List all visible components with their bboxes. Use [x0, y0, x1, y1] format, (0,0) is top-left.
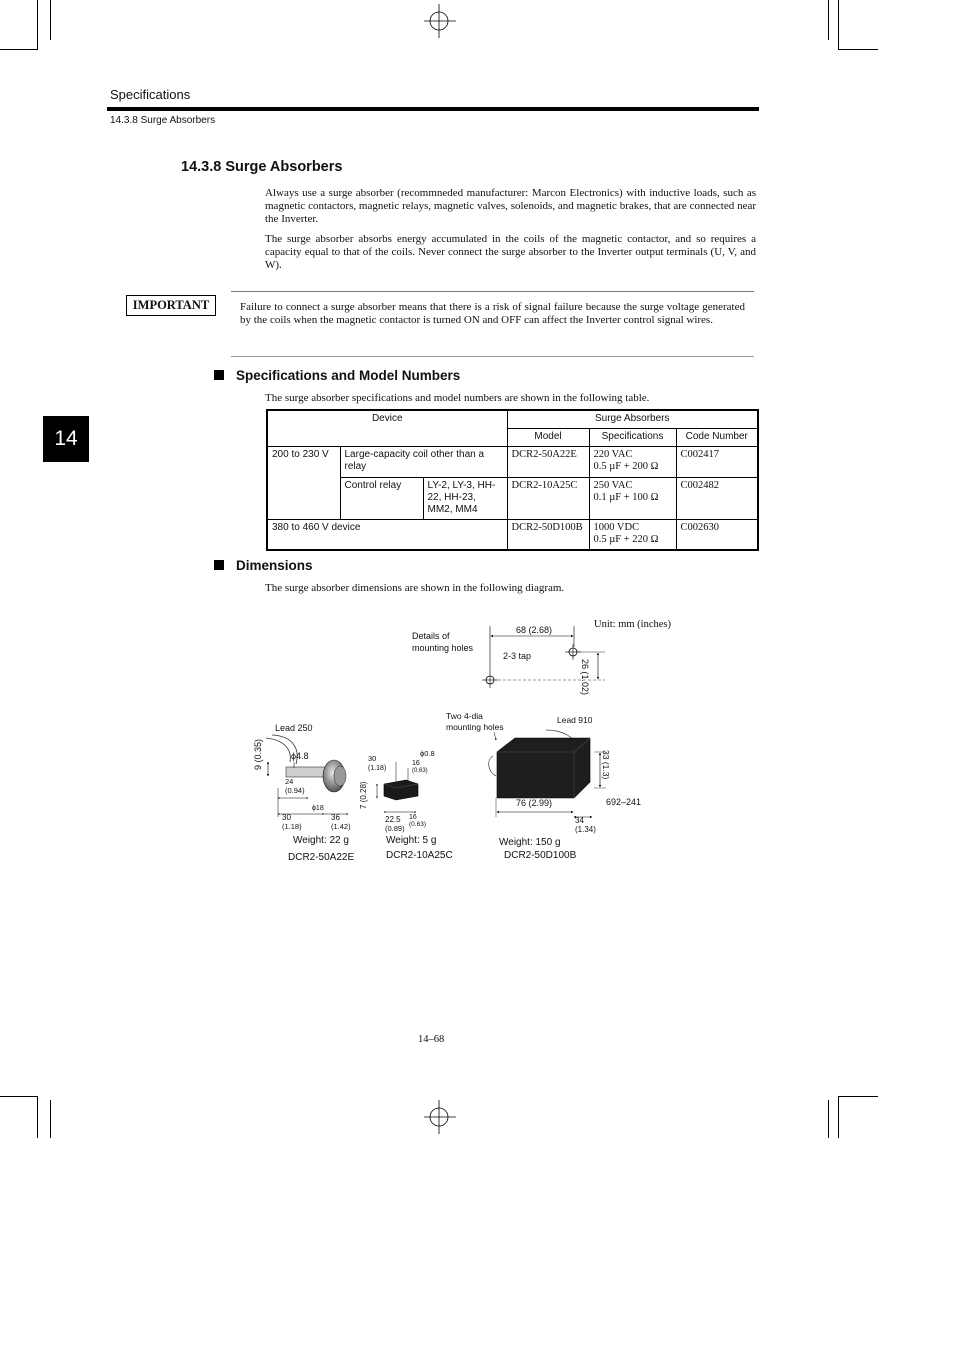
- crop-mark: [838, 1096, 839, 1138]
- lead-250-label: Lead 250: [275, 723, 313, 733]
- important-text: Failure to connect a surge absorber means that there is a risk of signal failure because the surge voltage generated by the coils when the magnetic contactor is turned ON and OFF can affect the Inverter control signal wires.: [240, 301, 745, 326]
- cell-spec-value: 0.5 µF + 220 Ω: [593, 534, 659, 545]
- table-row: [267, 478, 758, 520]
- cell-device: Control relay: [340, 478, 423, 520]
- dim-36-label: (1.42): [331, 822, 351, 831]
- mounting-holes-callout: mounting holes: [446, 722, 504, 732]
- registration-mark: [424, 1100, 456, 1134]
- page-number: 14–68: [418, 1034, 445, 1045]
- dim-36-label: 36: [331, 813, 340, 822]
- table-row: [267, 520, 758, 551]
- dim-76-label: 76 (2.99): [516, 798, 553, 808]
- mounting-holes-label: mounting holes: [412, 643, 474, 653]
- dimensions-heading: [214, 558, 313, 573]
- intro-paragraph-1: Always use a surge absorber (recommneded manufacturer: Marcon Electronics) with inductive loads, such as magnetic contactors, magnetic relays, magnetic valves, solenoids, and magnetic brakes, that are connected near the Inverter.: [265, 187, 756, 225]
- model-label: DCR2-10A25C: [386, 850, 453, 861]
- cell-spec-rating: 220 VAC: [593, 449, 633, 460]
- square-bullet-icon: [214, 560, 224, 570]
- header-rule: [107, 107, 759, 111]
- dim-9-label: 9 (0.35): [253, 738, 263, 770]
- crop-mark: [838, 49, 878, 50]
- crop-mark: [50, 0, 51, 40]
- header-surge-absorbers: Surge Absorbers: [507, 410, 758, 429]
- c2-dim-7-label: 7 (0.28): [359, 781, 368, 809]
- cell-spec-rating: 250 VAC: [593, 480, 633, 491]
- cell-device: Large-capacity coil other than a relay: [340, 447, 507, 478]
- dim-30-label: (1.18): [282, 822, 302, 831]
- c2-dim-225-label: 22.5: [385, 815, 401, 824]
- cell-spec-value: 0.1 µF + 100 Ω: [593, 492, 659, 503]
- crop-mark: [50, 1100, 51, 1138]
- dimensions-heading-text: Dimensions: [236, 558, 313, 573]
- cell-relays: LY-2, LY-3, HH-22, HH-23, MM2, MM4: [423, 478, 507, 520]
- table-row: [267, 447, 758, 478]
- important-badge: IMPORTANT: [126, 295, 216, 316]
- c2-dim-16-label: 16: [412, 760, 420, 767]
- table-header-row: [267, 410, 758, 429]
- dim-26-label: 26 (1.02): [580, 659, 590, 696]
- chapter-tab: 14: [43, 416, 89, 462]
- running-header-title: Specifications: [110, 87, 191, 102]
- header-specifications: Specifications: [589, 429, 676, 447]
- c2-dim-16-label: (0.63): [409, 821, 426, 828]
- cell-model: DCR2-50A22E: [507, 447, 589, 478]
- c2-dim-16-label: (0.63): [412, 768, 428, 774]
- cell-model: DCR2-10A25C: [507, 478, 589, 520]
- cell-spec: [589, 478, 676, 520]
- running-header-subsection: 14.3.8 Surge Absorbers: [110, 115, 216, 126]
- spec-heading: [214, 368, 460, 383]
- phi18-label: ϕ18: [312, 805, 324, 812]
- square-bullet-icon: [214, 370, 224, 380]
- dimension-diagram: [250, 612, 690, 867]
- unit-label: Unit: mm (inches): [594, 619, 671, 630]
- spec-table: [266, 409, 759, 551]
- important-rule-top: [231, 291, 754, 292]
- crop-mark: [0, 49, 38, 50]
- cell-device: 380 to 460 V device: [267, 520, 507, 551]
- cell-spec-value: 0.5 µF + 200 Ω: [593, 461, 659, 472]
- c2-phi08-label: ϕ0.8: [420, 749, 435, 758]
- crop-mark: [838, 0, 839, 50]
- cell-spec-rating: 1000 VDC: [593, 522, 640, 533]
- registration-mark: [424, 4, 456, 38]
- header-model: Model: [507, 429, 589, 447]
- header-device: Device: [267, 410, 507, 447]
- crop-mark: [0, 1096, 38, 1097]
- important-rule-bottom: [231, 356, 754, 357]
- mounting-holes-callout: Two 4-dia: [446, 711, 483, 721]
- model-label: DCR2-50A22E: [288, 852, 355, 863]
- cell-voltage: 200 to 230 V: [267, 447, 340, 520]
- crop-mark: [37, 1096, 38, 1138]
- dim-24-label: (0.94): [285, 786, 305, 795]
- section-title: 14.3.8 Surge Absorbers: [181, 159, 343, 175]
- model-label: DCR2-50D100B: [504, 850, 577, 861]
- phi48-label: ϕ4.8: [291, 751, 309, 761]
- c2-dim-16-label: 16: [409, 814, 417, 821]
- mounting-holes-label: Details of: [412, 631, 450, 641]
- dim-68-label: 68 (2.68): [516, 625, 553, 635]
- crop-mark: [37, 0, 38, 50]
- weight-label: Weight: 5 g: [386, 835, 437, 846]
- crop-mark: [828, 0, 829, 40]
- cell-code: C002482: [676, 478, 758, 520]
- cell-model: DCR2-50D100B: [507, 520, 589, 551]
- weight-label: Weight: 150 g: [499, 837, 561, 848]
- weight-label: Weight: 22 g: [293, 835, 349, 846]
- figure-number: 692–241: [606, 797, 642, 807]
- dim-34-label: 34: [575, 816, 584, 825]
- c2-dim-30-label: 30: [368, 754, 377, 763]
- crop-mark: [828, 1100, 829, 1138]
- tap-label: 2-3 tap: [503, 651, 532, 661]
- dim-34-label: (1.34): [575, 825, 596, 834]
- dim-30-label: 30: [282, 813, 291, 822]
- c2-dim-225-label: (0.89): [385, 824, 405, 833]
- header-code-number: Code Number: [676, 429, 758, 447]
- dimensions-intro: The surge absorber dimensions are shown in the following diagram.: [265, 582, 565, 594]
- cell-code: C002417: [676, 447, 758, 478]
- cell-spec: [589, 520, 676, 551]
- crop-mark: [838, 1096, 878, 1097]
- c2-dim-30-label: (1.18): [368, 765, 387, 772]
- spec-heading-text: Specifications and Model Numbers: [236, 368, 461, 383]
- cell-spec: [589, 447, 676, 478]
- dim-33-label: 33 (1.3): [601, 750, 611, 780]
- spec-intro: The surge absorber specifications and model numbers are shown in the following table.: [265, 392, 650, 404]
- lead-910-label: Lead 910: [557, 715, 593, 725]
- intro-paragraph-2: The surge absorber absorbs energy accumulated in the coils of the magnetic contactor, and so requires a capacity equal to that of the coils. Never connect the surge absorber to the Inverter output terminals (U, V, and W).: [265, 233, 756, 271]
- dim-24-label: 24: [285, 777, 294, 786]
- cell-code: C002630: [676, 520, 758, 551]
